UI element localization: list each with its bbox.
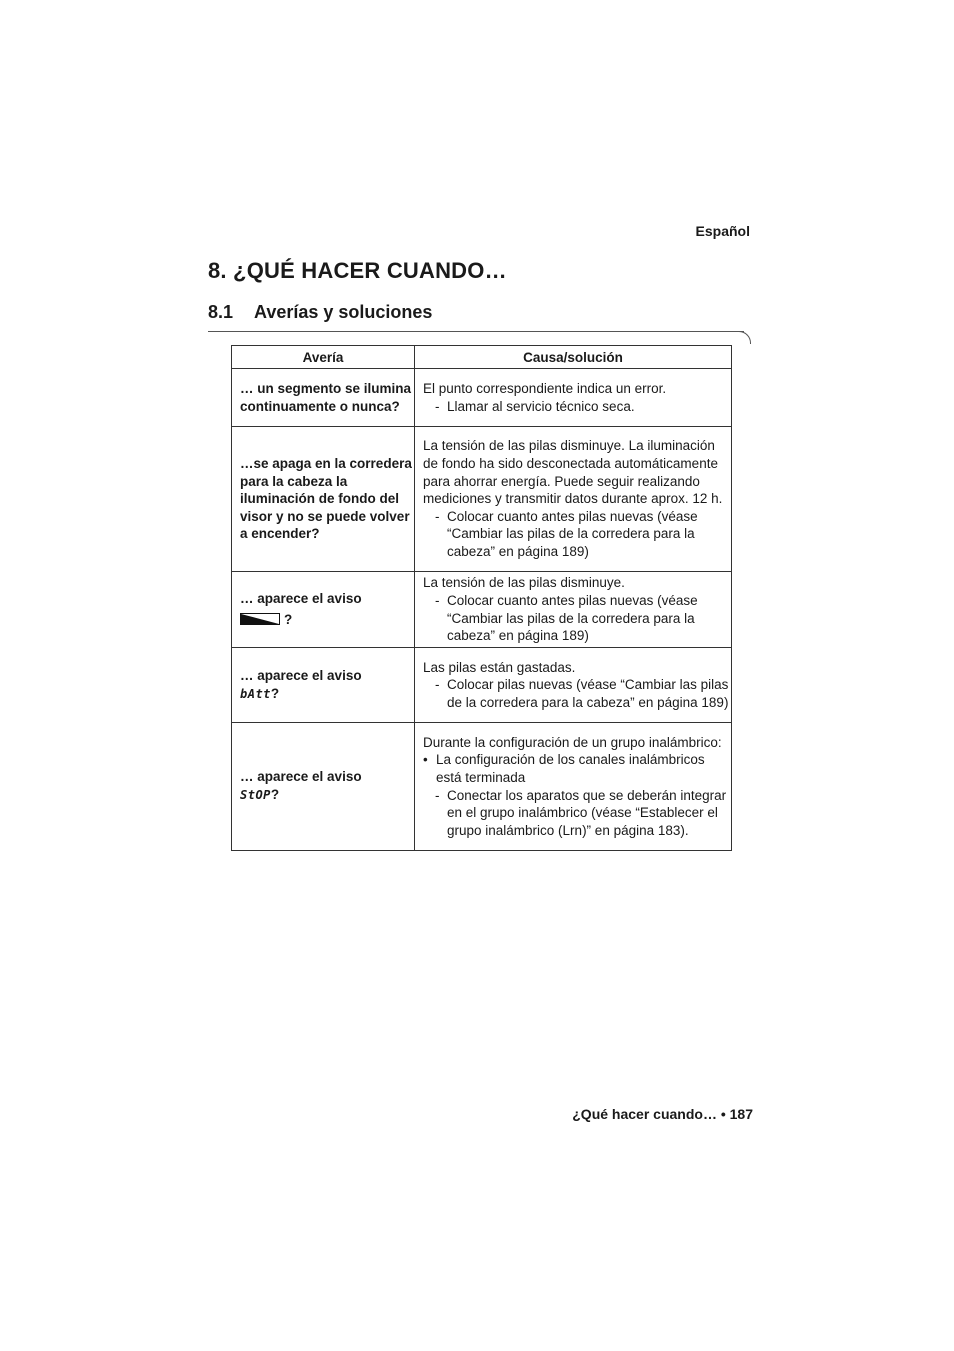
section-number: 8.1: [208, 302, 234, 322]
fault-symbol-line: [240, 611, 412, 629]
cause-text: La tensión de las pilas disminuye.: [423, 575, 625, 591]
section-heading: [208, 302, 432, 323]
action-text: Colocar cuanto antes pilas nuevas (véase “Cambiar las pilas de la corredera para la cabeza” en página 189): [447, 592, 698, 644]
table-row: [232, 648, 732, 723]
cause-cell: [415, 723, 732, 851]
fault-cell: [232, 723, 415, 851]
action-text: Colocar pilas nuevas (véase “Cambiar las pilas de la corredera para la cabeza” en página 189): [447, 677, 729, 710]
lcd-code: bAtt: [240, 686, 271, 701]
column-header-cause: Causa/solución: [415, 346, 732, 369]
section-title: Averías y soluciones: [254, 302, 433, 322]
page-footer: ¿Qué hacer cuando… • 187: [572, 1106, 753, 1122]
fault-text: …se apaga en la corredera para la cabeza la iluminación de fondo del visor y no se puede volver a encender?: [240, 456, 412, 542]
fault-code-line: [240, 786, 412, 805]
cause-text: El punto correspondiente indica un error.: [423, 380, 667, 396]
table-row: [232, 723, 732, 851]
action-text: Llamar al servicio técnico seca.: [447, 398, 635, 414]
fault-cell: [232, 648, 415, 723]
language-label: Español: [695, 223, 750, 239]
table-header-row: [232, 346, 732, 369]
bullet-item: [423, 751, 731, 786]
dash-marker: -: [435, 677, 440, 693]
dash-marker: -: [435, 398, 440, 414]
action-item: [423, 787, 731, 840]
battery-low-icon: [240, 612, 280, 630]
action-item: [423, 508, 731, 561]
fault-text: … aparece el aviso: [240, 590, 362, 606]
bullet-marker: •: [423, 752, 428, 768]
dash-marker: -: [435, 592, 440, 608]
action-item: [423, 592, 731, 645]
fault-code-line: [240, 685, 412, 704]
action-text: Conectar los aparatos que se deberán integrar en el grupo inalámbrico (véase “Establecer el grupo inalámbrico (Lrn)” en página 183).: [447, 787, 727, 838]
cause-text: La tensión de las pilas disminuye. La iluminación de fondo ha sido desconectada automáticamente para ahorrar energía. Puede seguir realizando mediciones y transmitir datos durante aprox. 12 h.: [423, 438, 723, 507]
table-row: [232, 369, 732, 427]
fault-text: … aparece el aviso: [240, 769, 362, 785]
cause-cell: [415, 648, 732, 723]
troubleshooting-table: [231, 345, 732, 851]
cause-cell: [415, 369, 732, 427]
fault-suffix: ?: [270, 685, 280, 701]
chapter-title: 8. ¿QUÉ HACER CUANDO…: [208, 258, 507, 283]
cause-text: Las pilas están gastadas.: [423, 659, 576, 675]
dash-marker: -: [435, 508, 440, 524]
cause-cell: [415, 427, 732, 572]
lcd-code: StOP: [240, 788, 271, 802]
column-header-fault: Avería: [232, 346, 415, 369]
fault-cell: [232, 572, 415, 648]
fault-suffix: ?: [270, 787, 280, 802]
fault-text: … aparece el aviso: [240, 667, 362, 683]
dash-marker: -: [435, 787, 440, 803]
action-item: [423, 676, 731, 711]
cause-text: Durante la configuración de un grupo inalámbrico:: [423, 734, 722, 750]
bullet-text: La configuración de los canales inalámbricos está terminada: [436, 752, 705, 785]
action-text: Colocar cuanto antes pilas nuevas (véase “Cambiar las pilas de la corredera para la cabeza” en página 189): [447, 508, 698, 559]
section-rule-corner: [736, 331, 751, 344]
fault-text: … un segmento se ilumina continuamente o nunca?: [240, 380, 412, 414]
fault-cell: [232, 369, 415, 427]
action-item: [423, 398, 731, 416]
table-row: [232, 572, 732, 648]
fault-cell: [232, 427, 415, 572]
cause-cell: [415, 572, 732, 648]
section-rule: [208, 331, 744, 332]
fault-suffix: ?: [284, 612, 293, 628]
table-row: [232, 427, 732, 572]
